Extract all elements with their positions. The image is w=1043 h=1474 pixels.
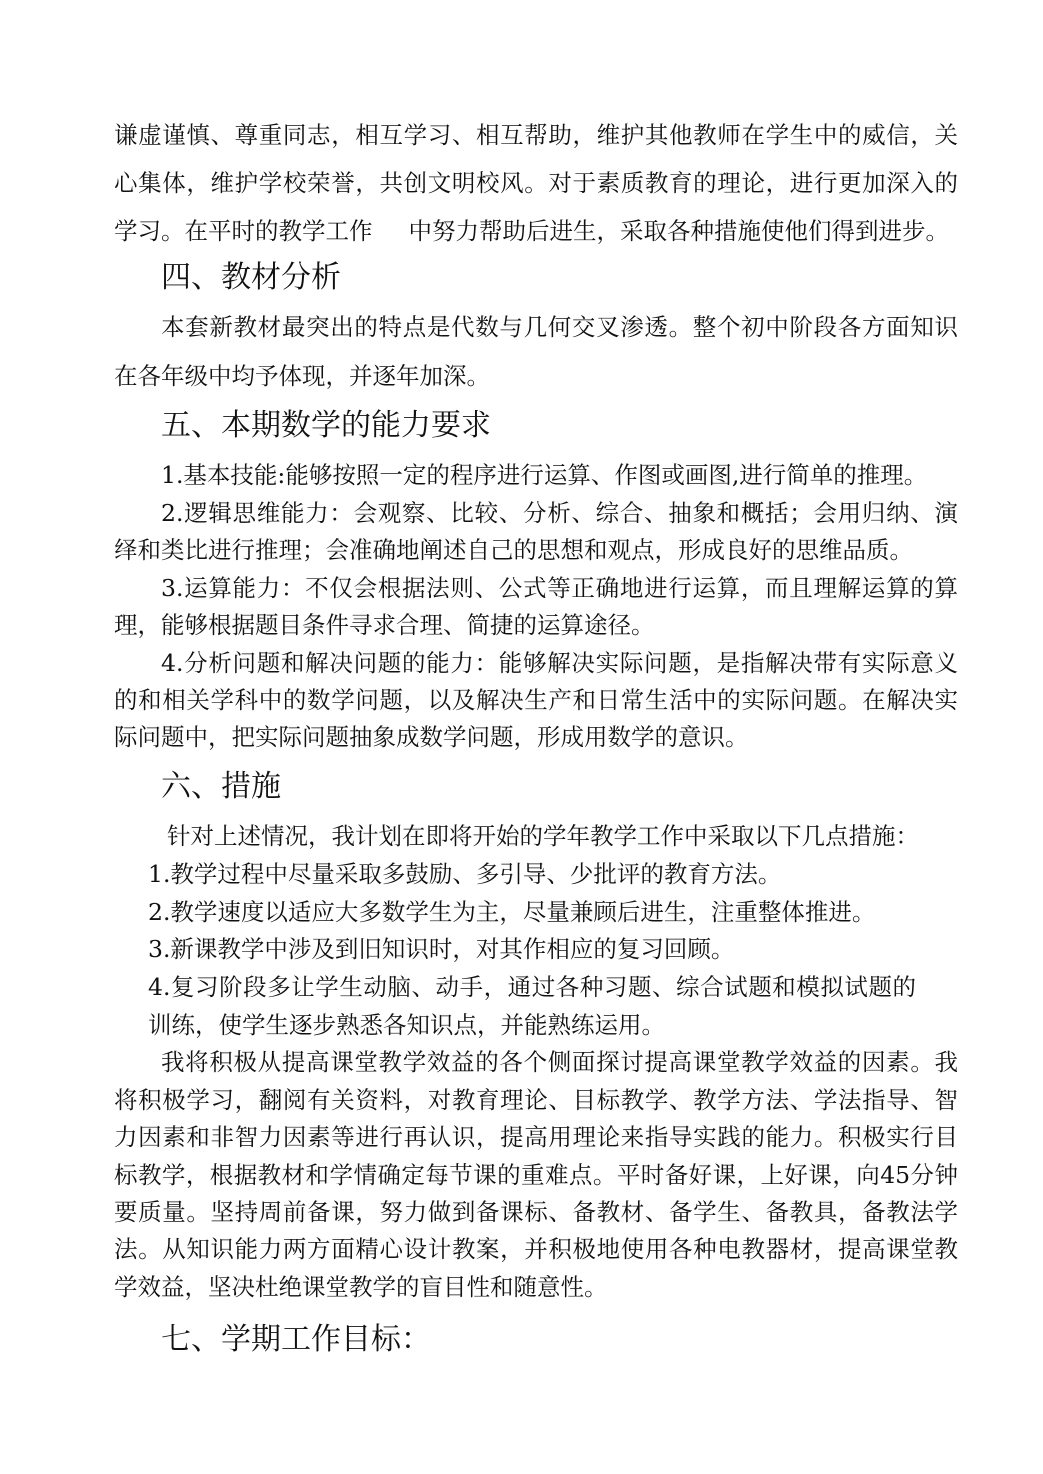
measure-3: 3.新课教学中涉及到旧知识时，对其作相应的复习回顾。 [148, 935, 735, 963]
ability-item-4-line-1: 4.分析问题和解决问题的能力：能够解决实际问题，是指解决带有实际意义 [161, 649, 958, 677]
ability-item-4-line-3: 际问题中，把实际问题抽象成数学问题，形成用数学的意识。 [114, 723, 749, 751]
ability-item-3-line-2: 理，能够根据题目条件寻求合理、简捷的运算途径。 [114, 611, 655, 639]
section-5-heading: 五、本期数学的能力要求 [161, 408, 491, 443]
ability-item-4-line-2: 的和相关学科中的数学问题，以及解决生产和日常生活中的实际问题。在解决实 [114, 686, 958, 714]
plan-para-line-4: 标教学，根据教材和学情确定每节课的重难点。平时备好课，上好课，向45分钟 [114, 1161, 958, 1189]
ability-item-3-line-1: 3.运算能力：不仅会根据法则、公式等正确地进行运算，而且理解运算的算 [161, 574, 958, 602]
plan-para-line-5: 要质量。坚持周前备课，努力做到备课标、备教材、备学生、备教具，备教法学 [114, 1198, 958, 1226]
intro-line-3-part-a: 学习。在平时的教学工作 [114, 217, 373, 245]
measures-intro: 针对上述情况，我计划在即将开始的学年教学工作中采取以下几点措施： [167, 822, 919, 850]
measure-4-line-1: 4.复习阶段多让学生动脑、动手，通过各种习题、综合试题和模拟试题的 [148, 973, 916, 1001]
section-4-para-line-1: 本套新教材最突出的特点是代数与几何交叉渗透。整个初中阶段各方面知识 [161, 313, 958, 341]
intro-line-3-part-b: 中努力帮助后进生，采取各种措施使他们得到进步。 [408, 217, 949, 245]
section-4-heading: 四、教材分析 [161, 260, 341, 295]
ability-item-2-line-2: 绎和类比进行推理；会准确地阐述自己的思想和观点，形成良好的思维品质。 [114, 536, 913, 564]
intro-line-3 [114, 216, 949, 246]
plan-para-line-1: 我将积极从提高课堂教学效益的各个侧面探讨提高课堂教学效益的因素。我 [161, 1048, 958, 1076]
section-7-heading: 七、学期工作目标： [161, 1322, 431, 1357]
plan-para-line-6: 法。从知识能力两方面精心设计教案，并积极地使用各种电教器材，提高课堂教 [114, 1235, 958, 1263]
plan-para-line-7: 学效益，坚决杜绝课堂教学的盲目性和随意性。 [114, 1273, 608, 1301]
measure-1: 1.教学过程中尽量采取多鼓励、多引导、少批评的教育方法。 [148, 860, 782, 888]
intro-line-2: 心集体，维护学校荣誉，共创文明校风。对于素质教育的理论，进行更加深入的 [114, 169, 958, 197]
measure-2: 2.教学速度以适应大多数学生为主，尽量兼顾后进生，注重整体推进。 [148, 898, 876, 926]
plan-para-line-3: 力因素和非智力因素等进行再认识，提高用理论来指导实践的能力。积极实行目 [114, 1123, 958, 1151]
plan-para-line-2: 将积极学习，翻阅有关资料，对教育理论、目标教学、教学方法、学法指导、智 [114, 1086, 958, 1114]
ability-item-1: 1.基本技能:能够按照一定的程序进行运算、作图或画图,进行简单的推理。 [161, 461, 928, 489]
ability-item-2-line-1: 2.逻辑思维能力：会观察、比较、分析、综合、抽象和概括；会用归纳、演 [161, 499, 958, 527]
measure-4-line-2: 训练，使学生逐步熟悉各知识点，并能熟练运用。 [148, 1011, 665, 1039]
section-6-heading: 六、措施 [161, 769, 281, 804]
section-4-para-line-2: 在各年级中均予体现，并逐年加深。 [114, 362, 490, 390]
intro-line-1: 谦虚谨慎、尊重同志，相互学习、相互帮助，维护其他教师在学生中的威信，关 [114, 121, 958, 149]
